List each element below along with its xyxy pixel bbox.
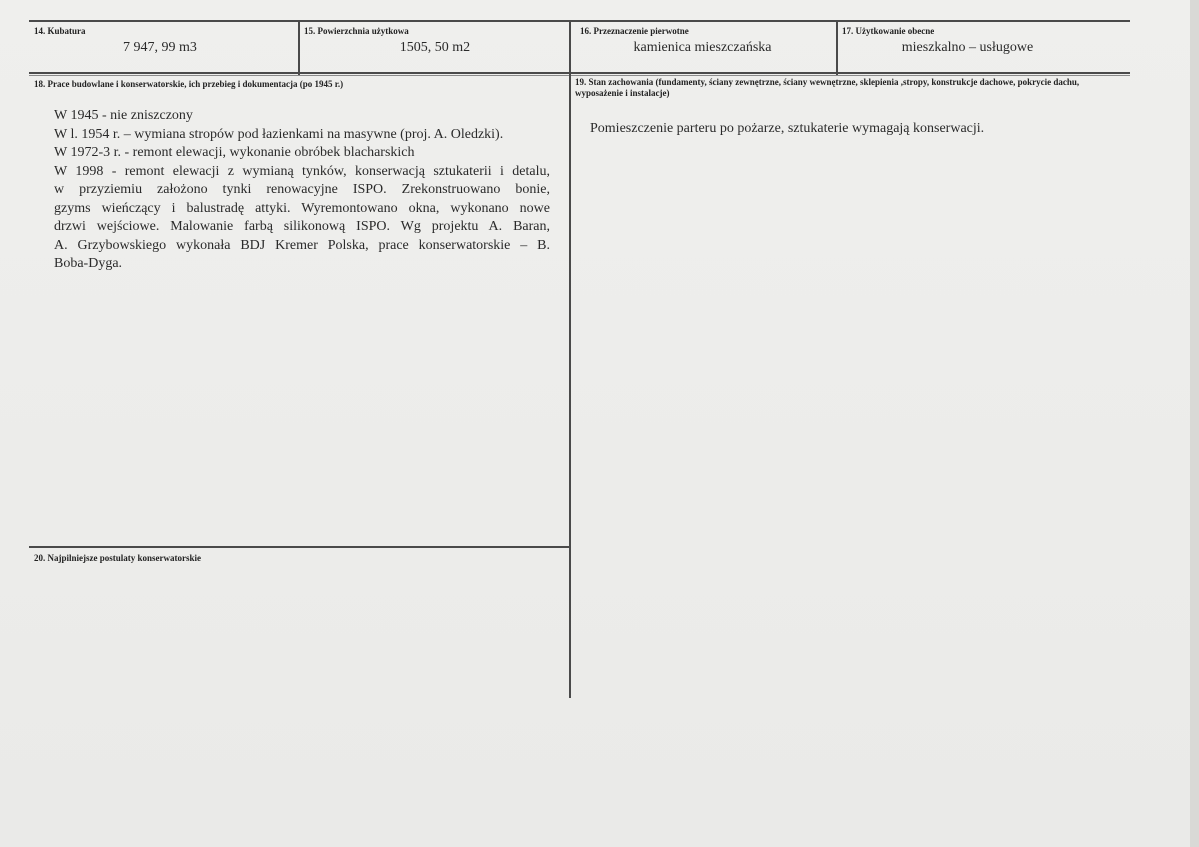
text-line: W l. 1954 r. – wymiana stropów pod łazienkami na masywne (proj. A. Oledzki). bbox=[54, 126, 504, 142]
field-17-value: mieszkalno – usługowe bbox=[901, 40, 1034, 55]
top-row-divider bbox=[29, 72, 1130, 74]
field-14-label: 14. Kubatura bbox=[34, 26, 86, 36]
field-15-value: 1505, 50 m2 bbox=[399, 40, 471, 55]
text-line: W 1945 - nie zniszczony bbox=[54, 108, 193, 123]
text-line: drzwi wejściowe. Malowanie farbą silikonową ISPO. Wg projektu A. Baran, bbox=[54, 219, 550, 234]
divider-18-20 bbox=[29, 546, 570, 548]
field-14-value: 7 947, 99 m3 bbox=[123, 40, 197, 55]
field-19-text: Pomieszczenie parteru po pożarze, sztukaterie wymagają konserwacji. bbox=[590, 121, 985, 136]
divider-15-16 bbox=[569, 20, 571, 75]
text-line: W 1998 - remont elewacji z wymianą tynków, konserwacją sztukaterii i detalu, bbox=[54, 163, 550, 179]
text-line: W 1972-3 r. - remont elewacji, wykonanie obróbek blacharskich bbox=[54, 145, 415, 160]
field-18-label: 18. Prace budowlane i konserwatorskie, ich przebieg i dokumentacja (po 1945 r.) bbox=[34, 79, 344, 89]
field-20-label: 20. Najpilniejsze postulaty konserwatorskie bbox=[34, 553, 201, 563]
field-16-value: kamienica mieszczańska bbox=[633, 40, 772, 55]
page-edge-shadow bbox=[1190, 0, 1199, 847]
divider-14-15 bbox=[298, 20, 300, 75]
text-line: gzyms wieńczący i balustradę attyki. Wyremontowano okna, wykonano nowe bbox=[54, 200, 550, 216]
text-line: Boba-Dyga. bbox=[54, 256, 123, 271]
field-19-label: 19. Stan zachowania (fundamenty, ściany zewnętrzne, ściany wewnętrzne, sklepienia ,stropy, konstrukcje dachowe, pokrycie dachu, wyposażenie i instalacje) bbox=[575, 77, 1080, 98]
divider-16-17 bbox=[836, 20, 838, 75]
text-line: w przyziemiu założono tynki renowacyjne ISPO. Zrekonstruowano bonie, bbox=[54, 182, 550, 197]
field-18-text bbox=[54, 107, 560, 274]
field-16-label: 16. Przeznaczenie pierwotne bbox=[580, 26, 689, 36]
top-row-divider-shadow bbox=[29, 75, 1130, 76]
divider-left-right-sections bbox=[569, 72, 571, 698]
text-line: A. Grzybowskiego wykonała BDJ Kremer Polska, prace konserwatorskie – B. bbox=[54, 237, 550, 253]
field-15-label: 15. Powierzchnia użytkowa bbox=[304, 26, 409, 36]
field-17-label: 17. Użytkowanie obecne bbox=[842, 26, 935, 36]
form-top-border bbox=[29, 20, 1130, 22]
